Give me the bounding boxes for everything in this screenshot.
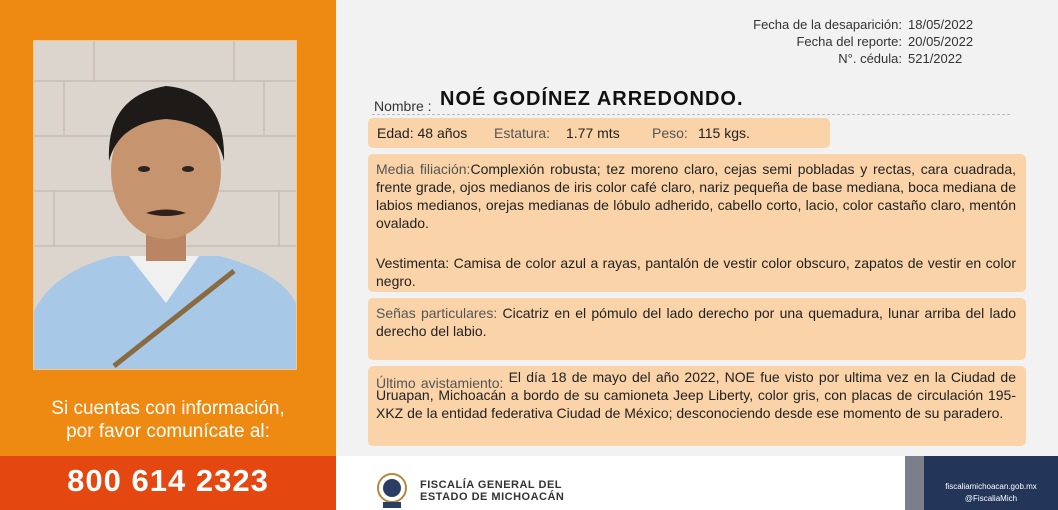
fge-line-1: FISCALÍA GENERAL DEL xyxy=(420,479,563,491)
fge-name xyxy=(420,479,564,503)
senas-label: Señas particulares: xyxy=(376,305,498,321)
name-label: Nombre : xyxy=(374,98,432,114)
report-labels xyxy=(690,16,902,67)
age: Edad: 48 años xyxy=(377,125,468,141)
height-label: Estatura: xyxy=(494,125,551,141)
media-filiacion xyxy=(376,160,1016,232)
date-missing-value: 18/05/2022 xyxy=(908,17,974,32)
senas-text: Cicatriz en el pómulo del lado derecho por una quemadura, lunar arriba del lado derecho del labio. xyxy=(376,305,1017,339)
date-report-label: Fecha del reporte: xyxy=(796,34,902,49)
contact-line-1: Si cuentas con información, xyxy=(51,398,285,419)
height-value: 1.77 mts xyxy=(566,125,620,141)
name-underline xyxy=(372,114,1010,115)
cedula-label: N°. cédula: xyxy=(838,51,902,66)
portrait-illustration xyxy=(34,41,296,369)
website-link[interactable]: fiscaliamichoacan.gob.mx xyxy=(945,482,1037,491)
date-missing-label: Fecha de la desaparición: xyxy=(753,17,902,32)
footer-strip xyxy=(905,456,925,510)
report-values xyxy=(908,16,1028,67)
person-name: NOÉ GODÍNEZ ARREDONDO. xyxy=(440,88,744,110)
ultimo-label: Último avistamiento: xyxy=(376,375,504,391)
senas xyxy=(376,304,1016,340)
ultimo-text: El día 18 de mayo del año 2022, NOE fue visto por ultima vez en la Ciudad de Uruapan, Michoacán a bordo de su camioneta Jeep Liberty, color gris, con placas de circulación 195-XKZ de la entidad federativa Ciudad de México; desconociendo desde ese momento de su paradero. xyxy=(376,369,1016,421)
contact-line-2: por favor comunícate al: xyxy=(66,421,270,442)
vestimenta-label: Vestimenta: xyxy=(376,255,450,271)
fge-seal-icon xyxy=(372,472,412,508)
ultimo xyxy=(376,368,1016,422)
weight-value: 115 kgs. xyxy=(698,125,750,141)
senas-box xyxy=(368,298,1026,360)
vestimenta-text: Camisa de color azul a rayas, pantalón de vestir color obscuro, zapatos de vestir en color negro. xyxy=(376,255,1017,289)
weight-label: Peso: xyxy=(652,125,688,141)
vestimenta xyxy=(376,254,1016,290)
person-photo xyxy=(33,40,297,370)
phone-number[interactable]: 800 614 2323 xyxy=(67,463,269,498)
cedula-value: 521/2022 xyxy=(908,51,963,66)
media-filiacion-label: Media filiación: xyxy=(376,161,471,177)
vitals-box xyxy=(368,118,830,148)
ultimo-box xyxy=(368,366,1026,446)
social-handle[interactable]: @FiscaliaMich xyxy=(964,494,1018,503)
contact-message xyxy=(0,397,336,443)
description-box xyxy=(368,154,1026,292)
fge-line-2: ESTADO DE MICHOACÁN xyxy=(420,491,565,503)
date-report-value: 20/05/2022 xyxy=(908,34,974,49)
media-filiacion-text: Complexión robusta; tez moreno claro, cejas semi pobladas y rectas, cara cuadrada, frente grade, ojos medianos de iris color café claro, nariz pequeña de base mediana, boca mediana de labios medianos, orejas medianas de lóbulo adherido, cabello corto, lacio, color castaño claro, mentón ovalado. xyxy=(376,161,1016,231)
